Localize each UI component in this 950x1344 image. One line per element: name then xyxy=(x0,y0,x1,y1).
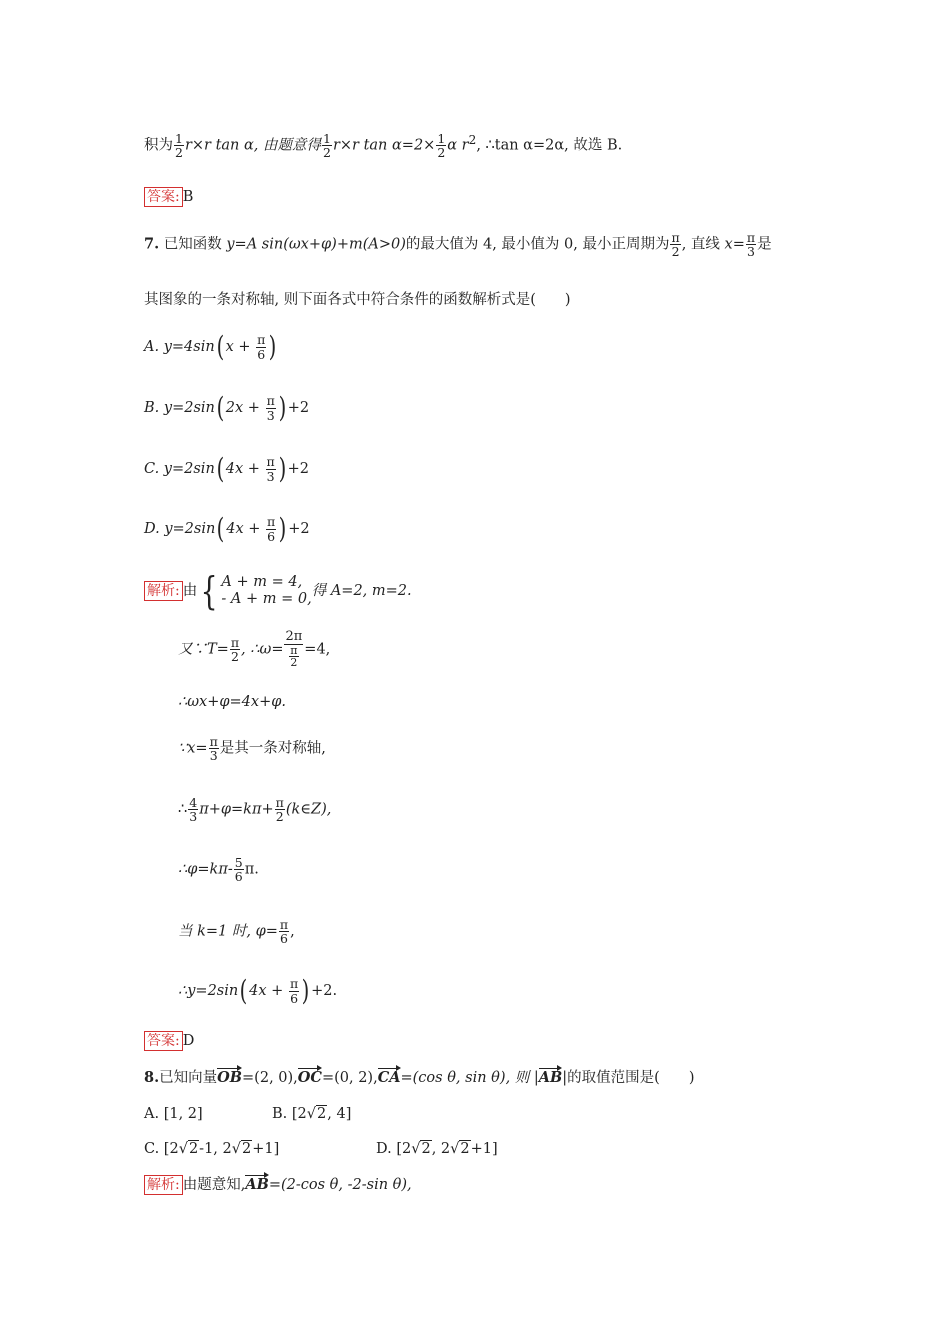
analysis-label: 解析: xyxy=(144,581,183,601)
text: 是 xyxy=(757,236,772,253)
fraction: $\frac{\pi}{6}$ xyxy=(257,332,266,362)
question-8 xyxy=(144,1071,695,1086)
vector-oc: OC xyxy=(297,1069,322,1086)
fraction: $\frac{\pi}{3}$ xyxy=(266,454,275,484)
text: C. [2 xyxy=(144,1141,179,1157)
fraction: $\frac{\pi}{6}$ xyxy=(289,976,299,1006)
text: π. xyxy=(244,861,259,878)
text: π+φ=kπ+ xyxy=(199,801,274,818)
text: 由 xyxy=(182,583,198,599)
text: =(2, 0), xyxy=(242,1070,298,1086)
fraction: $\frac{\pi}{3}$ xyxy=(746,230,756,260)
text: 4x + xyxy=(225,461,265,477)
text: 得 A=2, m=2. xyxy=(311,583,412,599)
superscript: 2 xyxy=(468,132,477,147)
text: ∴ xyxy=(178,801,188,818)
solution-6-tail xyxy=(144,132,622,159)
sqrt: √2 xyxy=(178,1141,199,1157)
answer-6 xyxy=(144,190,193,205)
text: 积为 xyxy=(144,137,173,154)
option-8d[interactable] xyxy=(376,1141,498,1157)
text: A. y=4sin xyxy=(144,339,215,355)
fraction: $\frac{4}{3}$ xyxy=(189,795,198,825)
solution-7-line6 xyxy=(178,856,259,883)
fraction: $\frac{5}{6}$ xyxy=(234,855,243,885)
vector-ca: CA xyxy=(377,1069,401,1086)
text: +2 xyxy=(287,400,310,416)
answer-value: D xyxy=(182,1033,195,1049)
answer-label: 答案: xyxy=(144,1031,183,1051)
answer-value: B xyxy=(182,189,194,205)
text: 4x + xyxy=(226,521,266,537)
text: =(cos θ, sin θ), 则 | xyxy=(400,1070,539,1086)
vector-ab: AB xyxy=(538,1069,563,1086)
text: =4, xyxy=(304,641,331,658)
text: -1, 2 xyxy=(199,1141,232,1157)
text: (k∈Z), xyxy=(285,801,332,818)
text: ∴y=2sin xyxy=(178,983,239,999)
text: 由题意知, xyxy=(182,1177,246,1193)
answer-label: 答案: xyxy=(144,187,183,207)
text: =(2-cos θ, -2-sin θ), xyxy=(268,1177,412,1193)
solution-7-system: 解析: 由{ A + m = 4, - A + m = 0, 得 A=2, m=2. xyxy=(144,572,412,610)
solution-7-line5 xyxy=(178,796,331,823)
text: 已知函数 xyxy=(163,236,227,253)
text: +1] xyxy=(470,1141,498,1157)
fraction: $\frac{\pi}{2}$ xyxy=(671,230,680,260)
text: +2 xyxy=(287,461,310,477)
text: , ∴ω= xyxy=(241,641,284,658)
fraction: $\frac{\pi}{3}$ xyxy=(266,393,275,423)
option-8a[interactable]: A. [1, 2] xyxy=(144,1106,203,1122)
text: , 2 xyxy=(431,1141,451,1157)
fraction: $\frac{\pi}{2}$ xyxy=(275,795,284,825)
text: +1] xyxy=(252,1141,280,1157)
sqrt: √2 xyxy=(231,1141,252,1157)
text: 已知向量 xyxy=(159,1070,218,1086)
complex-fraction: $\frac{2\pi}{\frac{\pi}{2}}$ xyxy=(285,629,303,670)
text: , 4] xyxy=(327,1106,352,1122)
option-8c[interactable] xyxy=(144,1141,279,1157)
vector-ob: OB xyxy=(217,1069,243,1086)
text: B. [2 xyxy=(272,1106,307,1122)
text: 当 k=1 时, φ= xyxy=(178,923,278,940)
text: D. y=2sin xyxy=(144,521,216,537)
text: x= xyxy=(724,236,745,253)
question-number: 7. xyxy=(144,235,160,253)
solution-7-line7 xyxy=(178,918,295,945)
sqrt: √2 xyxy=(450,1141,470,1157)
question-7 xyxy=(144,231,772,258)
text: ∴φ=kπ- xyxy=(178,861,233,878)
analysis-label: 解析: xyxy=(144,1175,183,1195)
text: +2. xyxy=(311,983,338,999)
option-7d[interactable]: D. y=2sin( 4x + $\frac{\pi}{6}$ ) +2 xyxy=(144,512,310,545)
text: 是其一条对称轴, xyxy=(219,740,326,757)
option-7b[interactable]: B. y=2sin( 2x + $\frac{\pi}{3}$ ) +2 xyxy=(144,391,310,424)
text: B. y=2sin xyxy=(144,400,215,416)
vector-ab: AB xyxy=(245,1176,269,1193)
text: 又∵T= xyxy=(178,641,229,658)
solution-8 xyxy=(144,1178,412,1193)
text: α r xyxy=(447,137,469,154)
text: x + xyxy=(225,339,256,355)
question-7-line2: 其图象的一条对称轴, 则下面各式中符合条件的函数解析式是( ) xyxy=(144,292,571,308)
text: =(0, 2), xyxy=(321,1070,378,1086)
text: 的最大值为 4, 最小值为 0, 最小正周期为 xyxy=(405,236,670,253)
fraction: $\frac{\pi}{6}$ xyxy=(279,917,289,947)
solution-7-line8: ∴y=2sin( 4x + $\frac{\pi}{6}$ ) +2. xyxy=(178,974,338,1007)
text: +2 xyxy=(288,521,310,537)
sqrt: √2 xyxy=(306,1106,327,1122)
text: r×r tan α=2× xyxy=(332,137,436,154)
fraction: $\frac{\pi}{6}$ xyxy=(267,514,276,544)
text: , 直线 xyxy=(681,236,725,253)
solution-7-line4 xyxy=(178,735,326,762)
fraction: $\frac{1}{2}$ xyxy=(323,131,331,161)
text: D. [2 xyxy=(376,1141,412,1157)
option-7a[interactable]: A. y=4sin( x + $\frac{\pi}{6}$ ) xyxy=(144,330,277,363)
fraction: $\frac{1}{2}$ xyxy=(437,131,446,161)
answer-7 xyxy=(144,1034,194,1049)
text: , xyxy=(290,923,295,940)
question-number: 8. xyxy=(144,1069,160,1086)
fraction: $\frac{\pi}{2}$ xyxy=(230,634,240,664)
sqrt: √2 xyxy=(411,1141,431,1157)
solution-7-line2 xyxy=(178,630,330,669)
text: ∵x= xyxy=(178,740,208,757)
text: |的取值范围是( ) xyxy=(562,1070,695,1086)
solution-7-line3: ∴ωx+φ=4x+φ. xyxy=(178,694,286,710)
text: r×r tan α, 由题意得 xyxy=(184,137,322,154)
text: 2x + xyxy=(225,400,265,416)
function-expr: y=A sin(ωx+φ)+m(A>0) xyxy=(226,236,406,253)
text: C. y=2sin xyxy=(144,461,215,477)
text: 4x + xyxy=(249,983,288,999)
option-7c[interactable]: C. y=2sin( 4x + $\frac{\pi}{3}$ ) +2 xyxy=(144,452,310,485)
text: , ∴tan α=2α, 故选 B. xyxy=(476,137,623,154)
fraction: $\frac{\pi}{3}$ xyxy=(209,734,218,764)
fraction: $\frac{1}{2}$ xyxy=(175,131,183,161)
option-8b[interactable] xyxy=(272,1106,351,1122)
equation-system: A + m = 4, - A + m = 0, xyxy=(221,574,312,607)
